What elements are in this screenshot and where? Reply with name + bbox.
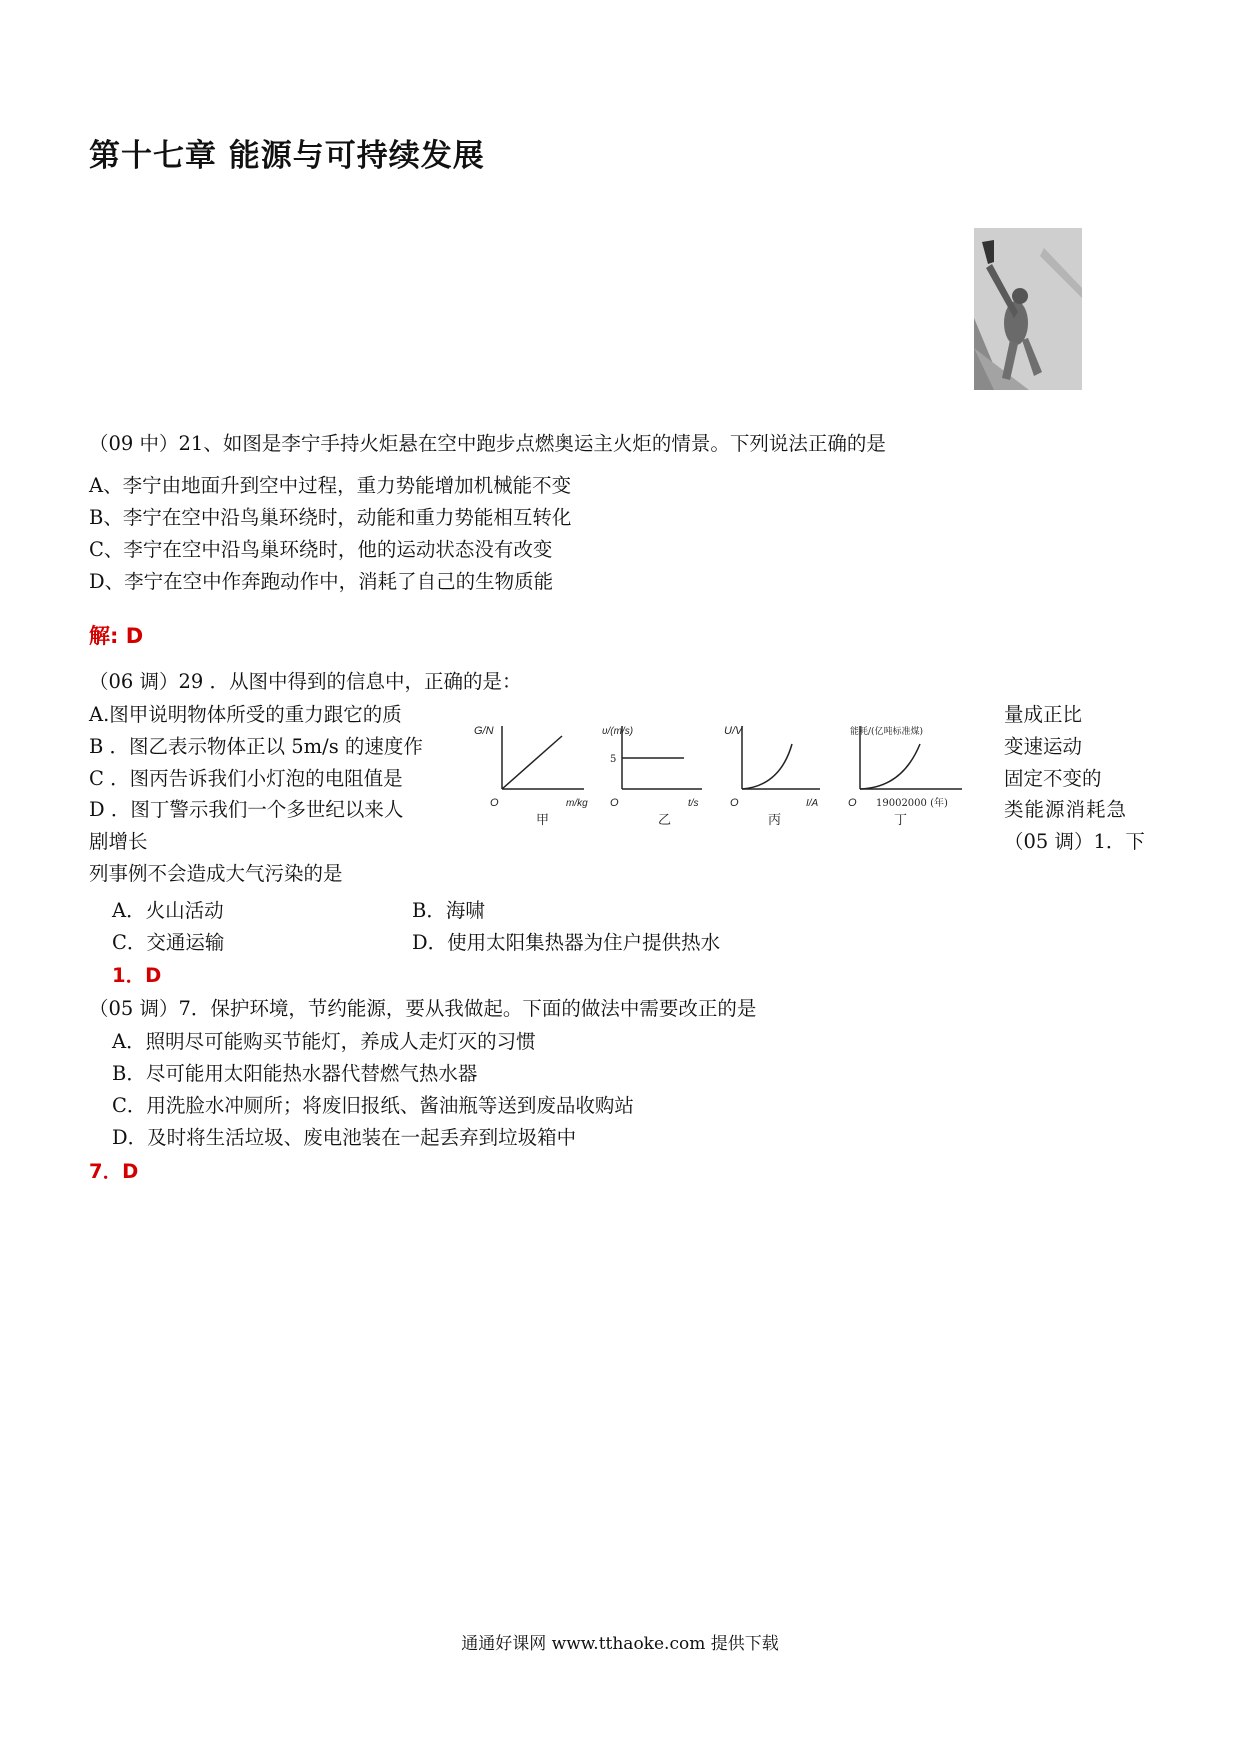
graph-yi-name: 乙	[658, 813, 672, 828]
q3-option-c: C．交通运输	[112, 931, 225, 954]
graph-yi-origin: O	[610, 797, 619, 809]
q2-stem: （06 调）29 ．从图中得到的信息中，正确的是：	[89, 670, 522, 693]
graph-jia-origin: O	[490, 797, 499, 809]
graph-ding-ylabel: 能耗/(亿吨标准煤)	[850, 727, 924, 737]
q1-stem: （09 中）21、如图是李宁手持火炬悬在空中跑步点燃奥运主火炬的情景。下列说法正确的是	[89, 432, 886, 455]
q2-option-d-continued: 剧增长	[89, 830, 148, 853]
graph-yi-ylabel: υ/(m/s)	[602, 726, 634, 737]
q3-option-b: B．海啸	[412, 899, 485, 922]
q2-option-a-left: A.图甲说明物体所受的重力跟它的质	[89, 703, 402, 726]
graph-jia-xlabel: m/kg	[566, 798, 588, 809]
q4-stem: （05 调）7．保护环境，节约能源，要从我做起。下面的做法中需要改正的是	[89, 997, 757, 1020]
graphs-figure	[462, 714, 972, 834]
graph-ding	[848, 725, 962, 828]
q4-option-a: A．照明尽可能购买节能灯，养成人走灯灭的习惯	[112, 1030, 536, 1053]
q1-answer: 解: D	[89, 624, 144, 648]
q3-option-a: A．火山活动	[112, 899, 224, 922]
graph-bing-xlabel: I/A	[806, 798, 819, 809]
graph-jia	[474, 725, 588, 828]
q2-option-a-right: 量成正比	[1004, 703, 1083, 726]
torch-bearer-photo	[974, 228, 1082, 390]
q3-stem-line: 列事例不会造成大气污染的是	[89, 862, 343, 885]
q3-option-d: D．使用太阳集热器为住户提供热水	[412, 931, 721, 954]
graph-yi	[602, 726, 702, 828]
graph-yi-xlabel: t/s	[688, 798, 699, 809]
q2-option-d-right: 类能源消耗急	[1004, 798, 1128, 821]
q3-stem-start: （05 调）1．下	[1004, 830, 1145, 853]
graph-bing-ylabel: U/V	[724, 725, 743, 737]
graph-jia-ylabel: G/N	[474, 725, 494, 737]
page-title: 第十七章 能源与可持续发展	[89, 138, 485, 174]
graph-bing-origin: O	[730, 797, 739, 809]
graph-ding-origin: O	[848, 797, 857, 809]
q2-option-b-left: B ．图乙表示物体正以 5m/s 的速度作	[89, 735, 423, 758]
q2-option-b-right: 变速运动	[1004, 735, 1083, 758]
q1-option-d: D、李宁在空中作奔跑动作中，消耗了自己的生物质能	[89, 570, 554, 593]
graph-ding-xlabel: 19002000 (年)	[876, 798, 948, 809]
q4-option-d: D．及时将生活垃圾、废电池装在一起丢弃到垃圾箱中	[112, 1126, 577, 1149]
page-footer: 通通好课网 www.tthaoke.com 提供下载	[461, 1634, 779, 1654]
q4-answer: 7．D	[89, 1160, 139, 1183]
q1-option-b: B、李宁在空中沿鸟巢环绕时，动能和重力势能相互转化	[89, 506, 572, 529]
q2-option-d-left: D ．图丁警示我们一个多世纪以来人	[89, 798, 404, 821]
graph-jia-name: 甲	[536, 813, 550, 828]
q4-option-b: B．尽可能用太阳能热水器代替燃气热水器	[112, 1062, 478, 1085]
graph-ding-name: 丁	[894, 813, 908, 828]
graph-yi-tick: 5	[610, 754, 617, 765]
q2-option-c-right: 固定不变的	[1004, 767, 1102, 790]
q2-option-c-left: C ．图丙告诉我们小灯泡的电阻值是	[89, 767, 403, 790]
q1-option-a: A、李宁由地面升到空中过程，重力势能增加机械能不变	[89, 474, 572, 497]
graph-bing-name: 丙	[768, 813, 782, 828]
q4-option-c: C．用洗脸水冲厕所；将废旧报纸、酱油瓶等送到废品收购站	[112, 1094, 634, 1117]
q1-option-c: C、李宁在空中沿鸟巢环绕时，他的运动状态没有改变	[89, 538, 553, 561]
q3-answer: 1．D	[112, 964, 162, 987]
graph-bing	[724, 725, 820, 828]
